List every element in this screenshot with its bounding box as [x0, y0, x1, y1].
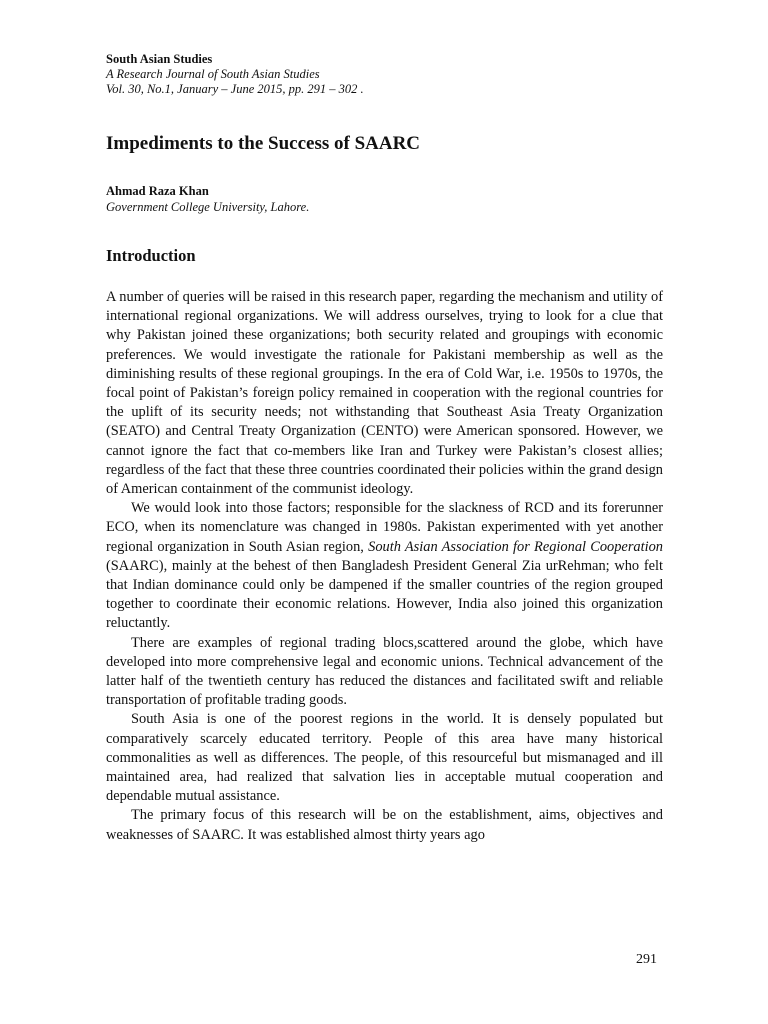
- paragraph-3: There are examples of regional trading blocs,scattered around the globe, which have developed into more comprehensive legal and economic unions. Technical advancement of the latter half of the twentieth century has reduced the distances and facilitated swift and reliable transportation of profitable trading goods.: [106, 634, 663, 709]
- author-name: Ahmad Raza Khan: [106, 184, 209, 198]
- paragraph-5: The primary focus of this research will be on the establishment, aims, objectives and weaknesses of SAARC. It was established almost thirty years ago: [106, 807, 663, 843]
- volume-info: Vol. 30, No.1, January – June 2015, pp. 291 – 302 .: [106, 82, 364, 96]
- author-block: [106, 183, 309, 215]
- paragraph-2-text-a: We would look into those factors; responsible for the slackness of RCD and its forerunner ECO, when its nomenclature was changed in 1980s. Pakistan experimented with yet another regional organization in South Asian region,: [106, 500, 663, 555]
- paragraph-2-italic: South Asian Association for Regional Cooperation: [368, 538, 663, 555]
- document-page: [106, 52, 663, 843]
- journal-subtitle: A Research Journal of South Asian Studies: [106, 67, 320, 81]
- section-heading-introduction: Introduction: [106, 246, 196, 265]
- journal-header: [106, 52, 663, 97]
- paragraph-4: South Asia is one of the poorest regions in the world. It is densely populated but comparatively scarcely educated territory. People of this area have many historical commonalities as well as differences. The people, of this resourceful but mismanaged and ill maintained area, had realized that salvation lies in acceptable mutual cooperation and dependable mutual assistance.: [106, 711, 663, 805]
- article-title: Impediments to the Success of SAARC: [106, 133, 421, 154]
- author-affiliation: Government College University, Lahore.: [106, 200, 310, 214]
- paragraph-1: A number of queries will be raised in this research paper, regarding the mechanism and utility of international regional organizations. We will address ourselves, trying to look for a clue that why Pakistan joined these organizations; both security related and groupings with economic preferences. We would investigate the rationale for Pakistani membership as well as the diminishing results of these regional groupings. In the era of Cold War, i.e. 1950s to 1970s, the focal point of Pakistan’s foreign policy remained in cooperation with the regional countries for the uplift of its security needs; not withstanding that Southeast Asia Treaty Organization (SEATO) and Central Treaty Organization (CENTO) were American sponsored. However, we cannot ignore the fact that co-members like Iran and Turkey were Pakistan’s closest allies; regardless of the fact that these three countries coordinated their policies within the grand design of American containment of the communist ideology.: [106, 289, 663, 498]
- paragraph-2: [106, 499, 663, 633]
- body-text: [106, 288, 663, 845]
- journal-name: South Asian Studies: [106, 52, 213, 66]
- page-number: 291: [636, 952, 657, 967]
- paragraph-2-text-b: (SAARC), mainly at the behest of then Bangladesh President General Zia urRehman; who felt that Indian dominance could only be dampened if the smaller countries of the region grouped together to coordinate their economic relations. However, India also joined this organization reluctantly.: [106, 557, 663, 632]
